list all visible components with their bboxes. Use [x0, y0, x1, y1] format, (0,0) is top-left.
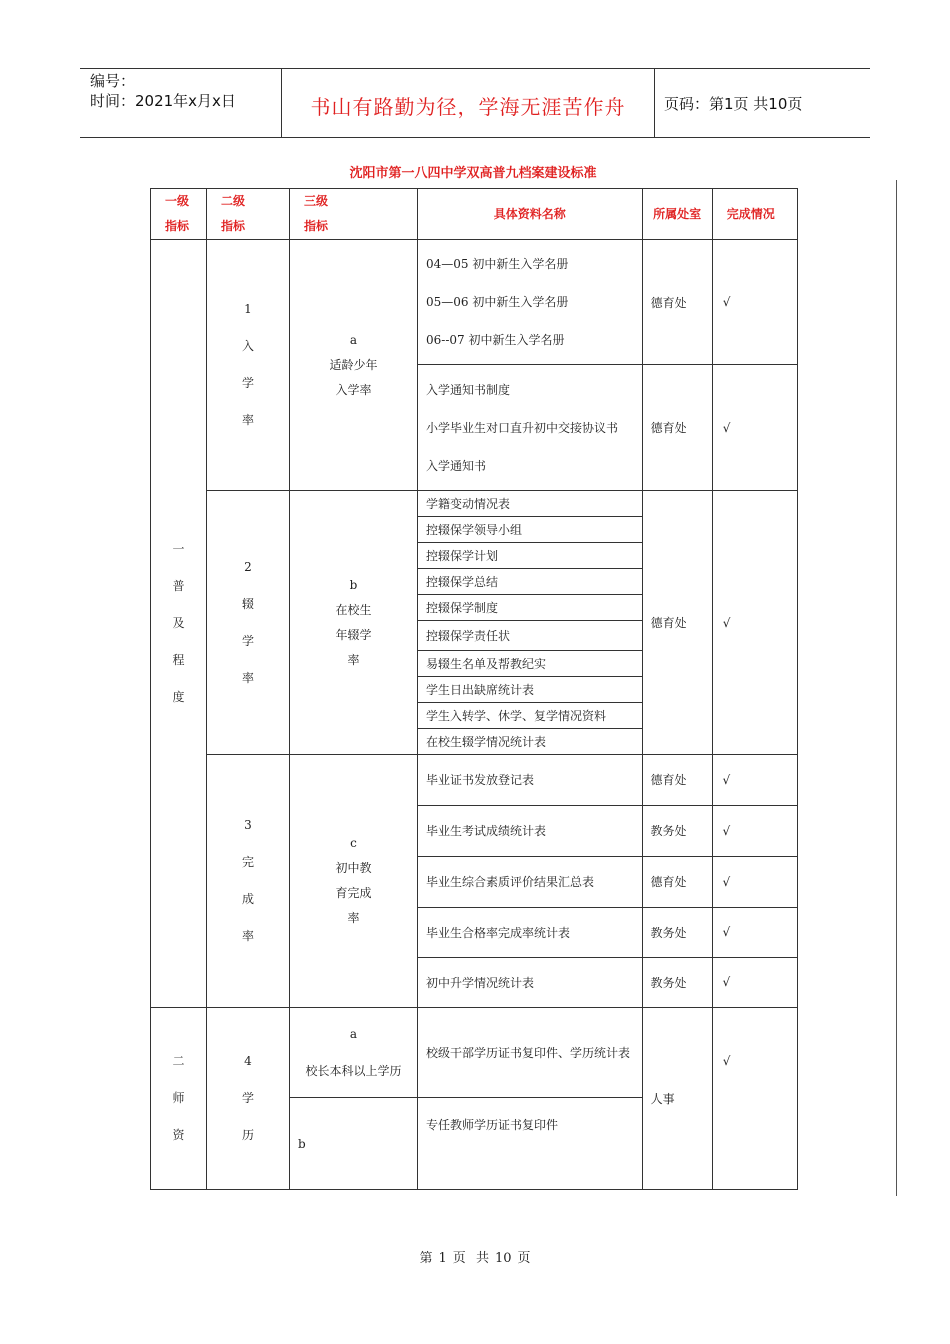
level2-cell-education: 4 学 历 [207, 1008, 290, 1190]
list-item: 控辍保学责任状 [418, 621, 642, 651]
level3-cell-principal: a 校长本科以上学历 [290, 1008, 418, 1098]
department-cell: 德育处 [642, 365, 712, 491]
material-cell: 校级干部学历证书复印件、学历统计表 [418, 1008, 643, 1098]
status-check: √ [712, 491, 797, 755]
table-row [151, 755, 798, 1008]
standards-table [150, 188, 798, 1190]
table-row [151, 240, 798, 365]
department-cell: 德育处 [642, 755, 712, 805]
col-header-level2: 二级 指标 [207, 189, 290, 240]
col-header-department: 所属处室 [642, 189, 712, 240]
table-row [151, 1008, 798, 1098]
margin-rule [896, 180, 897, 1196]
material-cell: 入学通知书制度 小学毕业生对口直升初中交接协议书 入学通知书 [418, 365, 643, 491]
material-cell: 毕业生综合素质评价结果汇总表 [418, 856, 642, 907]
list-item: 控辍保学总结 [418, 569, 642, 595]
status-check: √ [712, 907, 797, 957]
level2-cell-enrollment: 1 入 学 率 [207, 240, 290, 491]
material-list-cell [418, 491, 643, 755]
level1-cell-popularization: 一 普 及 程 度 [151, 240, 207, 1008]
page-header [80, 68, 870, 138]
level3-cell-b: b 在校生 年辍学 率 [290, 491, 418, 755]
document-title: 沈阳市第一八四中学双高普九档案建设标准 [349, 166, 597, 181]
department-cell: 德育处 [642, 856, 712, 907]
level3-cell-teacher: b [290, 1098, 418, 1190]
level2-cell-completion: 3 完 成 率 [207, 755, 290, 1008]
material-list [418, 491, 642, 754]
list-item: 学生入转学、休学、复学情况资料 [418, 703, 642, 729]
list-item: 学籍变动情况表 [418, 491, 642, 517]
completion-subtable-cell [418, 755, 798, 1008]
material-cell: 专任教师学历证书复印件 [418, 1098, 643, 1190]
level2-cell-dropout: 2 辍 学 率 [207, 491, 290, 755]
date-label: 时间：2021年x月x日 [90, 92, 236, 110]
table-header-row [151, 189, 798, 240]
header-page-indicator: 页码：第1页 共10页 [664, 95, 803, 113]
list-item: 控辍保学制度 [418, 595, 642, 621]
col-header-material: 具体资料名称 [418, 189, 643, 240]
header-divider [654, 69, 655, 137]
list-item: 在校生辍学情况统计表 [426, 735, 547, 749]
status-check: √ [712, 365, 797, 491]
serial-number-label: 编号： [90, 72, 136, 90]
status-check: √ [712, 1008, 797, 1190]
department-cell: 教务处 [642, 957, 712, 1007]
page-footer: 第 1 页 共 10 页 [419, 1251, 531, 1266]
department-cell: 德育处 [642, 491, 712, 755]
list-item: 控辍保学领导小组 [418, 517, 642, 543]
col-header-level1: 一级 指标 [151, 189, 207, 240]
department-cell: 德育处 [642, 240, 712, 365]
material-cell: 初中升学情况统计表 [418, 957, 642, 1007]
material-cell: 毕业生考试成绩统计表 [418, 805, 642, 856]
col-header-status: 完成情况 [712, 189, 797, 240]
status-check: √ [712, 805, 797, 856]
header-meta [90, 71, 236, 111]
table-row [151, 491, 798, 755]
completion-subtable [418, 755, 797, 1007]
list-item: 控辍保学计划 [418, 543, 642, 569]
department-cell: 人事 [642, 1008, 712, 1190]
list-item: 易辍生名单及帮教纪实 [418, 651, 642, 677]
status-check: √ [712, 856, 797, 907]
level1-cell-teachers: 二 师 资 [151, 1008, 207, 1190]
header-motto: 书山有路勤为径，学海无涯苦作舟 [310, 95, 626, 119]
list-item: 学生日出缺席统计表 [418, 677, 642, 703]
level3-cell-c: c 初中教 育完成 率 [290, 755, 418, 1008]
material-cell: 04—05 初中新生入学名册 05—06 初中新生入学名册 06--07 初中新生入学名册 [418, 240, 643, 365]
department-cell: 教务处 [642, 805, 712, 856]
status-check: √ [722, 975, 731, 990]
material-cell: 毕业证书发放登记表 [418, 755, 642, 805]
col-header-level3: 三级 指标 [290, 189, 418, 240]
status-check: √ [712, 755, 797, 805]
level3-cell-a: a 适龄少年 入学率 [290, 240, 418, 491]
status-check: √ [712, 240, 797, 365]
department-cell: 教务处 [642, 907, 712, 957]
material-cell: 毕业生合格率完成率统计表 [418, 907, 642, 957]
